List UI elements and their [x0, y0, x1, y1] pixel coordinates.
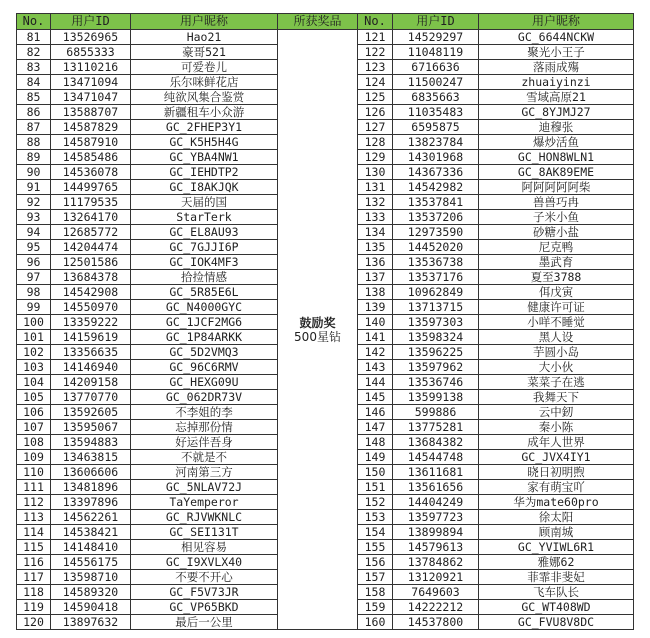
left-user-id-cell: 14209158: [51, 375, 131, 390]
left-nickname-cell: 不李姐的李: [131, 405, 278, 420]
left-user-id-cell: 14148410: [51, 540, 131, 555]
left-no-cell: 113: [17, 510, 51, 525]
right-no-cell: 123: [358, 60, 393, 75]
right-user-id-cell: 14452020: [393, 240, 479, 255]
left-nickname-cell: 相见容易: [131, 540, 278, 555]
left-no-cell: 86: [17, 105, 51, 120]
left-nickname-cell: GC_5D2VMQ3: [131, 345, 278, 360]
left-nickname-cell: GC_F5V73JR: [131, 585, 278, 600]
left-no-cell: 119: [17, 600, 51, 615]
right-no-cell: 130: [358, 165, 393, 180]
left-no-cell: 107: [17, 420, 51, 435]
right-no-cell: 159: [358, 600, 393, 615]
left-no-cell: 84: [17, 75, 51, 90]
left-no-cell: 95: [17, 240, 51, 255]
left-nickname-cell: 拾捡情感: [131, 270, 278, 285]
left-no-cell: 99: [17, 300, 51, 315]
left-nickname-cell: GC_5NLAV72J: [131, 480, 278, 495]
right-user-id-cell: 13611681: [393, 465, 479, 480]
right-user-id-cell: 13599138: [393, 390, 479, 405]
header-row: [17, 14, 634, 30]
right-nickname-cell: GC_FVU8V8DC: [479, 615, 634, 630]
left-nickname-cell: TaYemperor: [131, 495, 278, 510]
left-no-cell: 81: [17, 30, 51, 45]
right-no-cell: 137: [358, 270, 393, 285]
left-nickname-cell: GC_N4000GYC: [131, 300, 278, 315]
right-user-id-cell: 13537206: [393, 210, 479, 225]
right-nickname-cell: zhuaiyinzi: [479, 75, 634, 90]
left-nickname-cell: GC_RJVWKNLC: [131, 510, 278, 525]
header-user-id-left: 用户ID: [51, 14, 131, 30]
left-nickname-cell: 不就是不: [131, 450, 278, 465]
right-nickname-cell: 墨武育: [479, 255, 634, 270]
left-user-id-cell: 14587829: [51, 120, 131, 135]
left-user-id-cell: 13471047: [51, 90, 131, 105]
left-no-cell: 104: [17, 375, 51, 390]
left-nickname-cell: GC_5R85E6L: [131, 285, 278, 300]
left-user-id-cell: 13471094: [51, 75, 131, 90]
right-nickname-cell: GC_YVIWL6R1: [479, 540, 634, 555]
left-user-id-cell: 13264170: [51, 210, 131, 225]
right-no-cell: 139: [358, 300, 393, 315]
right-no-cell: 127: [358, 120, 393, 135]
right-user-id-cell: 14579613: [393, 540, 479, 555]
prize-cell: [278, 30, 358, 630]
right-no-cell: 135: [358, 240, 393, 255]
right-user-id-cell: 13899894: [393, 525, 479, 540]
right-nickname-cell: 佴戊寅: [479, 285, 634, 300]
left-nickname-cell: GC_IOK4MF3: [131, 255, 278, 270]
left-user-id-cell: 13526965: [51, 30, 131, 45]
header-nickname-left: 用户昵称: [131, 14, 278, 30]
left-nickname-cell: GC_EL8AU93: [131, 225, 278, 240]
right-nickname-cell: 成年人世界: [479, 435, 634, 450]
left-no-cell: 87: [17, 120, 51, 135]
right-nickname-cell: 落雨成殤: [479, 60, 634, 75]
left-user-id-cell: 14536078: [51, 165, 131, 180]
left-user-id-cell: 14146940: [51, 360, 131, 375]
left-user-id-cell: 14590418: [51, 600, 131, 615]
left-nickname-cell: 新疆租车小众游: [131, 105, 278, 120]
left-nickname-cell: GC_I9XVLX40: [131, 555, 278, 570]
header-prize: 所获奖品: [278, 14, 358, 30]
right-nickname-cell: 阿阿阿阿阿柴: [479, 180, 634, 195]
left-user-id-cell: 14159619: [51, 330, 131, 345]
right-nickname-cell: 子米小鱼: [479, 210, 634, 225]
prize-title: 鼓励奖: [299, 315, 336, 330]
left-nickname-cell: GC_2FHEP3Y1: [131, 120, 278, 135]
right-user-id-cell: 13537176: [393, 270, 479, 285]
left-no-cell: 82: [17, 45, 51, 60]
left-user-id-cell: 12685772: [51, 225, 131, 240]
left-no-cell: 103: [17, 360, 51, 375]
right-user-id-cell: 13596225: [393, 345, 479, 360]
right-user-id-cell: 13823784: [393, 135, 479, 150]
right-no-cell: 133: [358, 210, 393, 225]
left-nickname-cell: GC_I8AKJQK: [131, 180, 278, 195]
left-no-cell: 83: [17, 60, 51, 75]
left-no-cell: 88: [17, 135, 51, 150]
right-no-cell: 145: [358, 390, 393, 405]
left-user-id-cell: 13606606: [51, 465, 131, 480]
right-user-id-cell: 13597962: [393, 360, 479, 375]
right-user-id-cell: 6716636: [393, 60, 479, 75]
right-user-id-cell: 13713715: [393, 300, 479, 315]
left-no-cell: 102: [17, 345, 51, 360]
left-user-id-cell: 14587910: [51, 135, 131, 150]
left-no-cell: 100: [17, 315, 51, 330]
left-no-cell: 110: [17, 465, 51, 480]
left-nickname-cell: 乐尔咪鲜花店: [131, 75, 278, 90]
right-nickname-cell: GC_8YJMJ27: [479, 105, 634, 120]
right-user-id-cell: 13536738: [393, 255, 479, 270]
left-user-id-cell: 11179535: [51, 195, 131, 210]
right-no-cell: 125: [358, 90, 393, 105]
right-nickname-cell: GC_WT408WD: [479, 600, 634, 615]
left-no-cell: 105: [17, 390, 51, 405]
right-nickname-cell: GC_JVX4IY1: [479, 450, 634, 465]
right-user-id-cell: 14367336: [393, 165, 479, 180]
right-nickname-cell: GC_8AK89EME: [479, 165, 634, 180]
right-nickname-cell: 华为mate60pro: [479, 495, 634, 510]
right-nickname-cell: 夏至3788: [479, 270, 634, 285]
left-user-id-cell: 13684378: [51, 270, 131, 285]
right-user-id-cell: 6595875: [393, 120, 479, 135]
right-nickname-cell: 家有萌宝吖: [479, 480, 634, 495]
right-nickname-cell: 徐太阳: [479, 510, 634, 525]
right-no-cell: 144: [358, 375, 393, 390]
right-nickname-cell: 健康许可证: [479, 300, 634, 315]
right-no-cell: 157: [358, 570, 393, 585]
left-nickname-cell: 河南第三方: [131, 465, 278, 480]
left-user-id-cell: 14204474: [51, 240, 131, 255]
right-user-id-cell: 13561656: [393, 480, 479, 495]
right-nickname-cell: GC_HON8WLN1: [479, 150, 634, 165]
right-no-cell: 124: [358, 75, 393, 90]
left-user-id-cell: 13595067: [51, 420, 131, 435]
right-user-id-cell: 14537800: [393, 615, 479, 630]
right-nickname-cell: 雅娜62: [479, 555, 634, 570]
right-no-cell: 150: [358, 465, 393, 480]
right-no-cell: 158: [358, 585, 393, 600]
right-no-cell: 147: [358, 420, 393, 435]
left-no-cell: 111: [17, 480, 51, 495]
right-nickname-cell: 兽兽巧冉: [479, 195, 634, 210]
left-user-id-cell: 12501586: [51, 255, 131, 270]
left-nickname-cell: 不要不开心: [131, 570, 278, 585]
left-nickname-cell: 忘掉那份情: [131, 420, 278, 435]
left-nickname-cell: 好运伴吾身: [131, 435, 278, 450]
right-user-id-cell: 13120921: [393, 570, 479, 585]
right-nickname-cell: 雪域高原21: [479, 90, 634, 105]
left-nickname-cell: 可爱卷儿: [131, 60, 278, 75]
left-user-id-cell: 14499765: [51, 180, 131, 195]
left-user-id-cell: 14589320: [51, 585, 131, 600]
left-user-id-cell: 14562261: [51, 510, 131, 525]
left-user-id-cell: 6855333: [51, 45, 131, 60]
right-no-cell: 128: [358, 135, 393, 150]
left-user-id-cell: 13110216: [51, 60, 131, 75]
left-nickname-cell: GC_VP65BKD: [131, 600, 278, 615]
right-user-id-cell: 12973590: [393, 225, 479, 240]
left-no-cell: 91: [17, 180, 51, 195]
left-user-id-cell: 13598710: [51, 570, 131, 585]
right-no-cell: 143: [358, 360, 393, 375]
left-no-cell: 120: [17, 615, 51, 630]
right-user-id-cell: 599886: [393, 405, 479, 420]
right-nickname-cell: 菜菜子在逃: [479, 375, 634, 390]
header-no-left: No.: [17, 14, 51, 30]
left-no-cell: 98: [17, 285, 51, 300]
left-user-id-cell: 13770770: [51, 390, 131, 405]
left-nickname-cell: GC_YBA4NW1: [131, 150, 278, 165]
right-no-cell: 151: [358, 480, 393, 495]
right-user-id-cell: 13598324: [393, 330, 479, 345]
right-nickname-cell: 我舞天下: [479, 390, 634, 405]
left-no-cell: 115: [17, 540, 51, 555]
right-nickname-cell: 秦小陈: [479, 420, 634, 435]
right-nickname-cell: 小咩不睡觉: [479, 315, 634, 330]
left-nickname-cell: GC_1P84ARKK: [131, 330, 278, 345]
left-user-id-cell: 14556175: [51, 555, 131, 570]
right-user-id-cell: 13597723: [393, 510, 479, 525]
left-nickname-cell: 豪哥521: [131, 45, 278, 60]
left-no-cell: 93: [17, 210, 51, 225]
header-no-right: No.: [358, 14, 393, 30]
left-user-id-cell: 13359222: [51, 315, 131, 330]
right-no-cell: 142: [358, 345, 393, 360]
header-user-id-right: 用户ID: [393, 14, 479, 30]
left-no-cell: 112: [17, 495, 51, 510]
left-no-cell: 97: [17, 270, 51, 285]
right-no-cell: 136: [358, 255, 393, 270]
right-user-id-cell: 13775281: [393, 420, 479, 435]
winners-table: [16, 13, 634, 630]
left-nickname-cell: StarTerk: [131, 210, 278, 225]
right-nickname-cell: 爆炒活鱼: [479, 135, 634, 150]
left-no-cell: 108: [17, 435, 51, 450]
header-nickname-right: 用户昵称: [479, 14, 634, 30]
left-user-id-cell: 14542908: [51, 285, 131, 300]
right-no-cell: 122: [358, 45, 393, 60]
right-no-cell: 121: [358, 30, 393, 45]
right-nickname-cell: 飞车队长: [479, 585, 634, 600]
right-user-id-cell: 14529297: [393, 30, 479, 45]
right-no-cell: 146: [358, 405, 393, 420]
right-nickname-cell: 芋圆小岛: [479, 345, 634, 360]
right-nickname-cell: 云中釰: [479, 405, 634, 420]
left-user-id-cell: 13897632: [51, 615, 131, 630]
left-nickname-cell: 最后一公里: [131, 615, 278, 630]
right-no-cell: 152: [358, 495, 393, 510]
left-nickname-cell: GC_7GJJI6P: [131, 240, 278, 255]
left-no-cell: 96: [17, 255, 51, 270]
right-user-id-cell: 6835663: [393, 90, 479, 105]
right-user-id-cell: 13536746: [393, 375, 479, 390]
left-no-cell: 101: [17, 330, 51, 345]
left-no-cell: 106: [17, 405, 51, 420]
right-user-id-cell: 7649603: [393, 585, 479, 600]
right-no-cell: 160: [358, 615, 393, 630]
right-no-cell: 129: [358, 150, 393, 165]
left-nickname-cell: GC_IEHDTP2: [131, 165, 278, 180]
left-nickname-cell: GC_HEXG09U: [131, 375, 278, 390]
left-user-id-cell: 14538421: [51, 525, 131, 540]
left-user-id-cell: 14585486: [51, 150, 131, 165]
left-nickname-cell: GC_062DR73V: [131, 390, 278, 405]
right-user-id-cell: 10962849: [393, 285, 479, 300]
right-no-cell: 153: [358, 510, 393, 525]
right-no-cell: 156: [358, 555, 393, 570]
left-user-id-cell: 13594883: [51, 435, 131, 450]
left-no-cell: 114: [17, 525, 51, 540]
left-user-id-cell: 13592605: [51, 405, 131, 420]
left-user-id-cell: 13481896: [51, 480, 131, 495]
left-nickname-cell: GC_96C6RMV: [131, 360, 278, 375]
right-nickname-cell: 顾南城: [479, 525, 634, 540]
right-nickname-cell: 黑人设: [479, 330, 634, 345]
left-nickname-cell: GC_1JCF2MG6: [131, 315, 278, 330]
right-user-id-cell: 13784862: [393, 555, 479, 570]
right-no-cell: 140: [358, 315, 393, 330]
right-no-cell: 138: [358, 285, 393, 300]
left-no-cell: 92: [17, 195, 51, 210]
right-user-id-cell: 13597303: [393, 315, 479, 330]
right-user-id-cell: 14404249: [393, 495, 479, 510]
right-nickname-cell: 大小伙: [479, 360, 634, 375]
right-nickname-cell: 菲霏非斐妃: [479, 570, 634, 585]
right-no-cell: 126: [358, 105, 393, 120]
right-nickname-cell: 尼克鸭: [479, 240, 634, 255]
right-user-id-cell: 13684382: [393, 435, 479, 450]
left-no-cell: 116: [17, 555, 51, 570]
left-no-cell: 109: [17, 450, 51, 465]
left-no-cell: 118: [17, 585, 51, 600]
left-nickname-cell: 纯欲风集合鉴赏: [131, 90, 278, 105]
right-no-cell: 134: [358, 225, 393, 240]
left-nickname-cell: GC_SEI131T: [131, 525, 278, 540]
right-no-cell: 149: [358, 450, 393, 465]
left-user-id-cell: 13463815: [51, 450, 131, 465]
right-nickname-cell: 晓日初明煦: [479, 465, 634, 480]
prize-value: 500星钻: [294, 329, 341, 344]
left-user-id-cell: 13397896: [51, 495, 131, 510]
left-user-id-cell: 14550970: [51, 300, 131, 315]
right-user-id-cell: 13537841: [393, 195, 479, 210]
right-user-id-cell: 14542982: [393, 180, 479, 195]
right-user-id-cell: 14222212: [393, 600, 479, 615]
right-no-cell: 131: [358, 180, 393, 195]
table-row: [17, 30, 634, 45]
left-no-cell: 89: [17, 150, 51, 165]
right-user-id-cell: 14544748: [393, 450, 479, 465]
left-no-cell: 90: [17, 165, 51, 180]
right-no-cell: 141: [358, 330, 393, 345]
right-no-cell: 148: [358, 435, 393, 450]
left-nickname-cell: GC_K5H5H4G: [131, 135, 278, 150]
right-user-id-cell: 11048119: [393, 45, 479, 60]
right-user-id-cell: 14301968: [393, 150, 479, 165]
left-no-cell: 117: [17, 570, 51, 585]
left-user-id-cell: 13588707: [51, 105, 131, 120]
right-nickname-cell: 迪穆张: [479, 120, 634, 135]
left-nickname-cell: Hao21: [131, 30, 278, 45]
right-nickname-cell: 砂糖小盐: [479, 225, 634, 240]
left-no-cell: 94: [17, 225, 51, 240]
right-nickname-cell: 聚光小王子: [479, 45, 634, 60]
right-no-cell: 132: [358, 195, 393, 210]
left-nickname-cell: 天届的国: [131, 195, 278, 210]
left-user-id-cell: 13356635: [51, 345, 131, 360]
right-user-id-cell: 11500247: [393, 75, 479, 90]
right-no-cell: 154: [358, 525, 393, 540]
right-no-cell: 155: [358, 540, 393, 555]
right-nickname-cell: GC_6644NCKW: [479, 30, 634, 45]
right-user-id-cell: 11035483: [393, 105, 479, 120]
left-no-cell: 85: [17, 90, 51, 105]
